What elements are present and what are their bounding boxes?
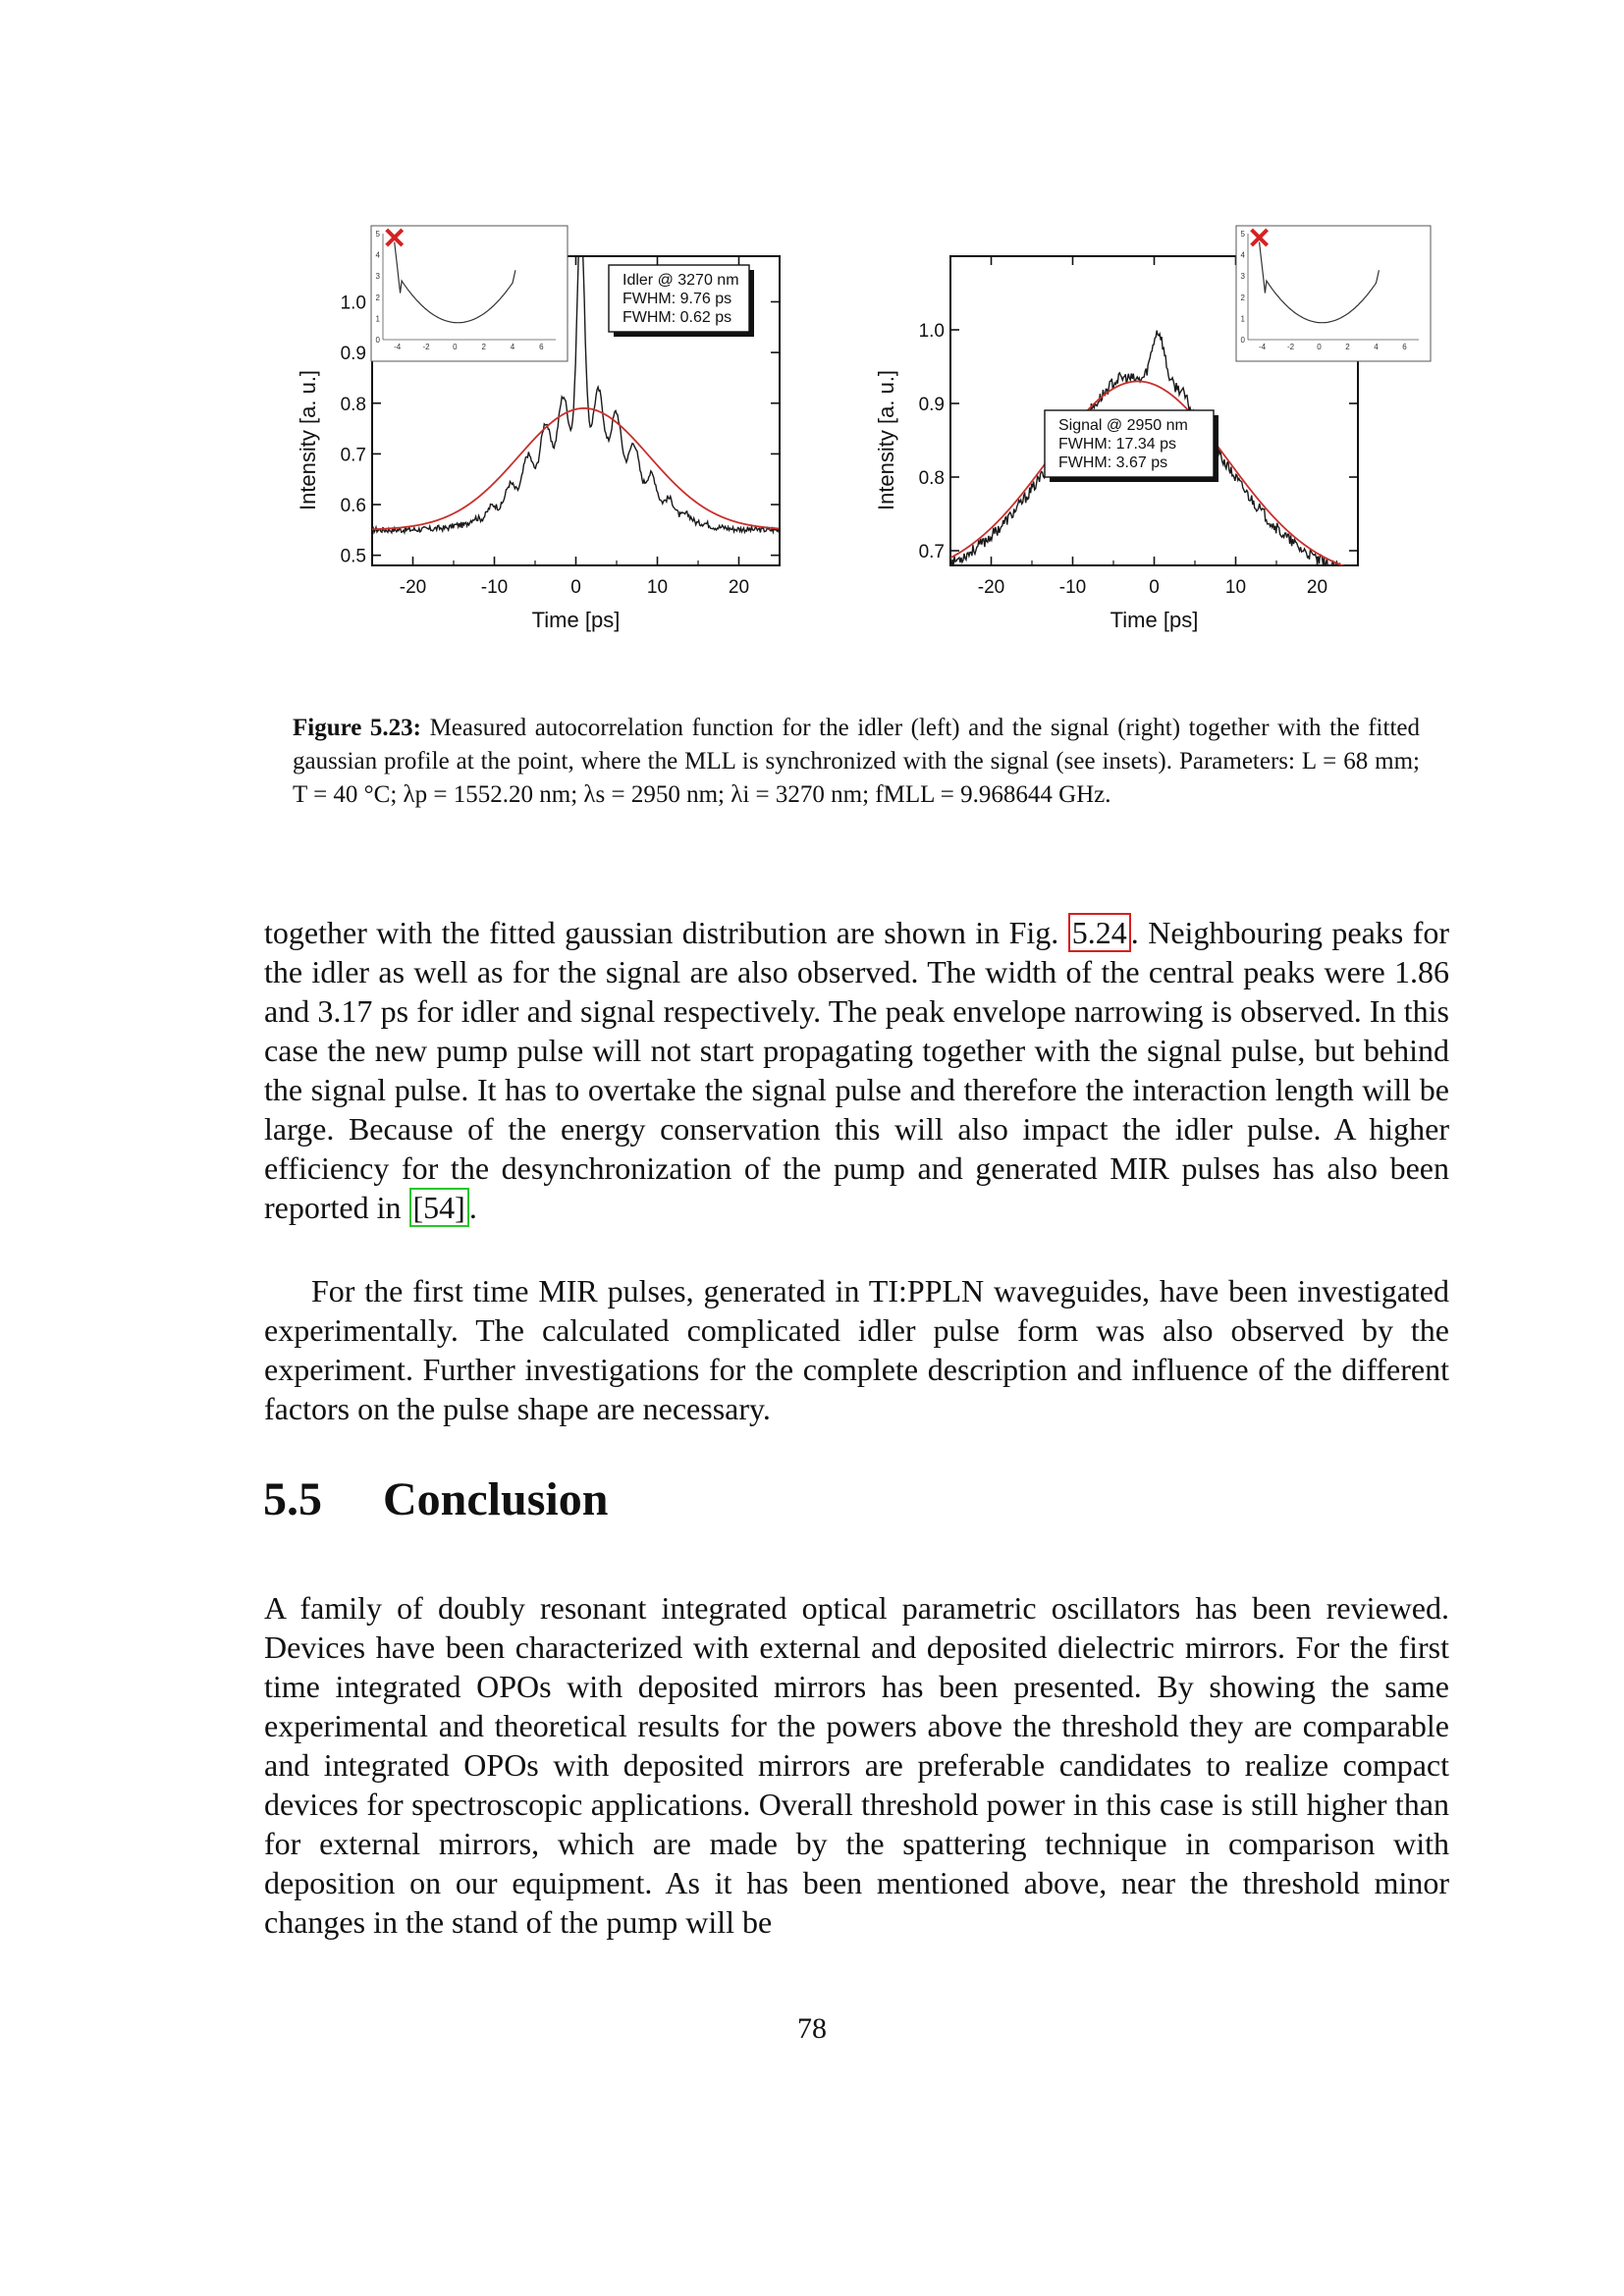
inset-y-tick-label: 3 bbox=[375, 272, 380, 282]
x-tick-label: 10 bbox=[646, 577, 669, 598]
inset-x-tick-label: 2 bbox=[481, 343, 486, 351]
y-tick-label: 0.5 bbox=[340, 546, 366, 567]
y-axis-title: Intensity [a. u.] bbox=[874, 369, 898, 511]
y-tick-label: 1.0 bbox=[340, 293, 366, 314]
inset-x-tick-label: -2 bbox=[422, 343, 430, 351]
chart-panel-right bbox=[874, 226, 1431, 632]
x-tick-label: 0 bbox=[570, 577, 581, 598]
paragraph-results bbox=[264, 913, 1449, 1227]
inset-y-tick-label: 1 bbox=[375, 314, 380, 324]
figure-reference-link[interactable]: 5.24 bbox=[1068, 913, 1131, 952]
inset-x-tick-label: 6 bbox=[539, 343, 544, 351]
paragraph-results-post: . bbox=[468, 1190, 477, 1225]
inset-x-tick-label: -2 bbox=[1286, 343, 1295, 351]
inset-x-tick-label: 6 bbox=[1402, 343, 1407, 351]
inset-y-tick-label: 3 bbox=[1240, 272, 1245, 282]
figure-caption bbox=[293, 712, 1420, 812]
section-number: 5.5 bbox=[263, 1473, 322, 1525]
inset-x-tick-label: -4 bbox=[394, 343, 402, 351]
page-number: 78 bbox=[797, 2012, 827, 2045]
inset-x-tick-label: 0 bbox=[453, 343, 458, 351]
fitted-gaussian-line bbox=[372, 408, 779, 529]
paragraph-mir-pulses: For the first time MIR pulses, generated in TI:PPLN waveguides, have been investigated experimentally. The calculated complicated idler pulse form was also observed by the experiment. Further investigations for the complete description and influence of the different factors on the pulse shape are necessary. bbox=[264, 1273, 1449, 1426]
legend-line: Signal @ 2950 nm bbox=[1058, 417, 1188, 434]
paragraph-conclusion: A family of doubly resonant integrated optical parametric oscillators has been reviewed. Devices have been characterized with external and deposited dielectric mirrors. For the first time integrated OPOs with deposited mirrors has been presented. By showing the same experimental and theoretical results for the powers above the threshold they are comparable and integrated OPOs with deposited mirrors are preferable candidates to realize compact devices for spectroscopic applications. Overall threshold power in this case is still higher than for external mirrors, which are made by the spattering technique in comparison with deposition on our equipment. As it has been mentioned above, near the threshold minor changes in the stand of the pump will be bbox=[264, 1590, 1449, 1940]
x-tick-label: 0 bbox=[1149, 577, 1160, 598]
x-tick-label: 10 bbox=[1224, 577, 1247, 598]
x-tick-label: 20 bbox=[728, 577, 750, 598]
legend-line: FWHM: 17.34 ps bbox=[1058, 436, 1177, 453]
x-tick-label: -20 bbox=[977, 577, 1005, 598]
legend-line: FWHM: 9.76 ps bbox=[623, 291, 732, 307]
inset-y-tick-label: 1 bbox=[1240, 314, 1245, 324]
section-title: Conclusion bbox=[383, 1473, 609, 1525]
x-axis-title: Time [ps] bbox=[1110, 608, 1199, 632]
paragraph-results-pre: together with the fitted gaussian distribution are shown in Fig. bbox=[264, 915, 1068, 950]
caption-label: Figure 5.23: bbox=[293, 715, 421, 741]
inset-y-tick-label: 5 bbox=[375, 230, 380, 239]
inset-x-tick-label: 4 bbox=[1374, 343, 1379, 351]
legend-line: Idler @ 3270 nm bbox=[623, 272, 739, 289]
paragraph-results-mid: . Neighbouring peaks for the idler as well as for the signal are also observed. The width of the central peaks were 1.86 and 3.17 ps for idler and signal respectively. The peak envelope narrowing is observed. In this case the new pump pulse will not start propagating together with the signal pulse, but behind the signal pulse. It has to overtake the signal pulse and therefore the interaction length will be large. Because of the energy conservation this will also impact the idler pulse. A higher efficiency for the desynchronization of the pump and generated MIR pulses has also been reported in bbox=[264, 915, 1450, 1225]
y-tick-label: 1.0 bbox=[918, 321, 945, 342]
inset-x-tick-label: 0 bbox=[1317, 343, 1322, 351]
inset-y-tick-label: 4 bbox=[1240, 250, 1245, 260]
inset-x-tick-label: 2 bbox=[1345, 343, 1350, 351]
y-tick-label: 0.9 bbox=[918, 395, 945, 415]
figure-5-23 bbox=[275, 221, 1434, 663]
y-tick-label: 0.6 bbox=[340, 496, 366, 517]
x-tick-label: -20 bbox=[399, 577, 427, 598]
inset-x-tick-label: -4 bbox=[1258, 343, 1267, 351]
inset-y-tick-label: 5 bbox=[1240, 230, 1245, 239]
legend-line: FWHM: 3.67 ps bbox=[1058, 454, 1168, 471]
caption-text: Measured autocorrelation function for the idler (left) and the signal (right) together with the fitted gaussian profile at the point, where the MLL is synchronized with the signal (see insets). Parameters: L = 68 mm; T = 40 °C; λp = 1552.20 nm; λs = 2950 nm; λi = 3270 nm; fMLL = 9.968644 GHz. bbox=[293, 715, 1420, 808]
inset-y-tick-label: 0 bbox=[375, 336, 380, 345]
inset-x-tick-label: 4 bbox=[510, 343, 515, 351]
citation-link[interactable]: [54] bbox=[409, 1188, 469, 1227]
inset-y-tick-label: 2 bbox=[375, 293, 380, 302]
y-axis-title: Intensity [a. u.] bbox=[296, 369, 320, 511]
y-tick-label: 0.8 bbox=[340, 394, 366, 415]
inset-y-tick-label: 4 bbox=[375, 250, 380, 260]
x-tick-label: -10 bbox=[1058, 577, 1087, 598]
legend-line: FWHM: 0.62 ps bbox=[623, 309, 732, 326]
chart-panel-left bbox=[296, 221, 780, 632]
inset-y-tick-label: 2 bbox=[1240, 293, 1245, 302]
y-tick-label: 0.8 bbox=[918, 468, 945, 489]
inset-y-tick-label: 0 bbox=[1240, 336, 1245, 345]
y-tick-label: 0.7 bbox=[918, 542, 945, 562]
section-heading bbox=[263, 1472, 608, 1526]
autocorrelation-charts bbox=[275, 221, 1434, 663]
y-tick-label: 0.9 bbox=[340, 344, 366, 365]
x-tick-label: -10 bbox=[480, 577, 509, 598]
x-axis-title: Time [ps] bbox=[531, 608, 621, 632]
x-tick-label: 20 bbox=[1306, 577, 1328, 598]
y-tick-label: 0.7 bbox=[340, 445, 366, 466]
